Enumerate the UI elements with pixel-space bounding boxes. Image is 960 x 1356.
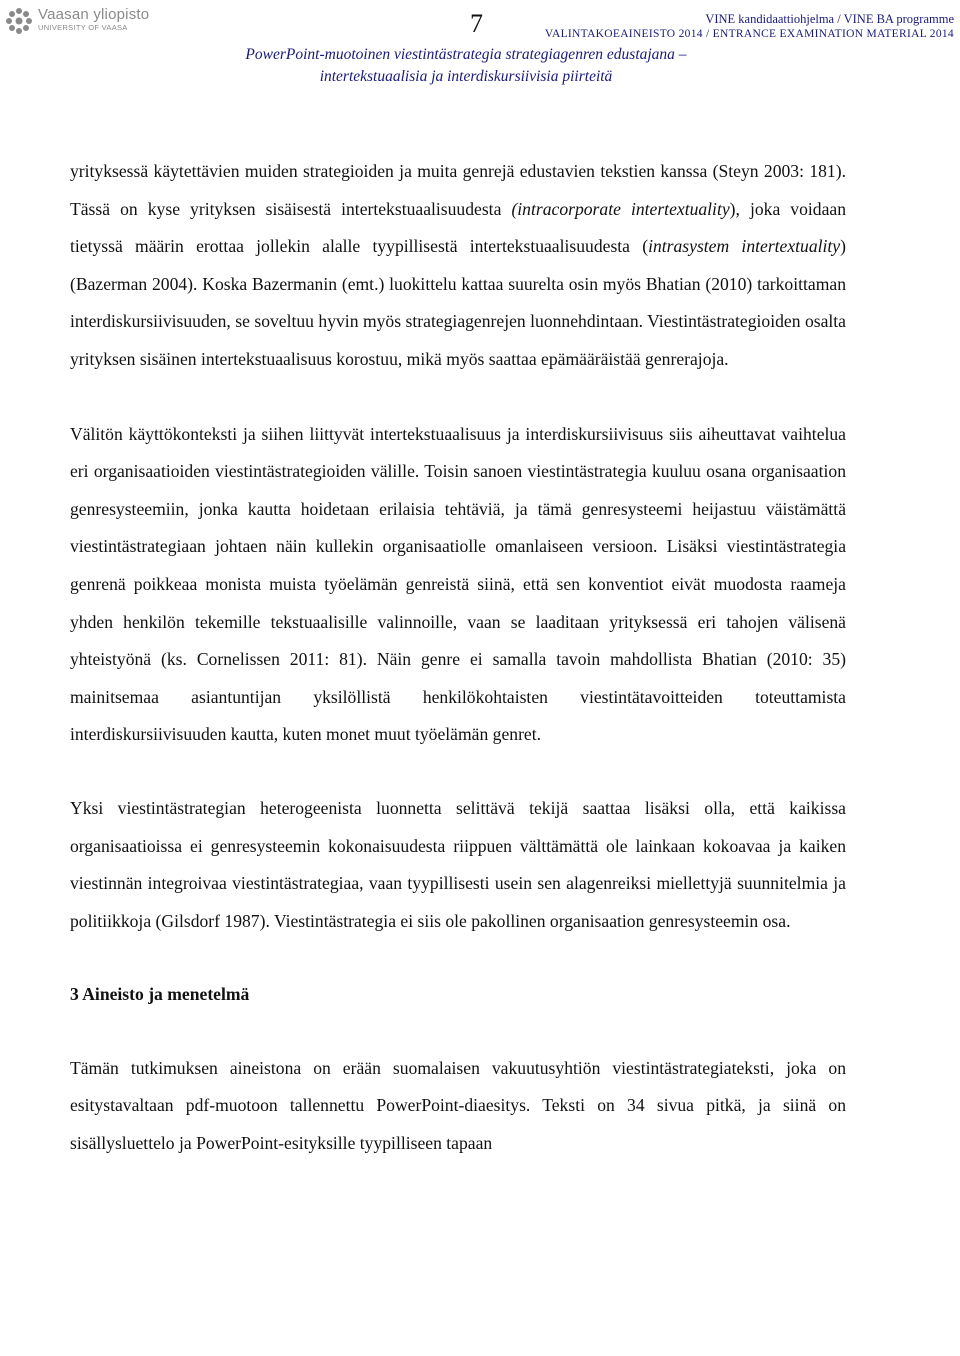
university-crest-icon xyxy=(4,6,34,36)
document-title-line-2: intertekstuaalisia ja interdiskursiivisia piirteitä xyxy=(319,68,613,85)
section-heading: 3 Aineisto ja menetelmä xyxy=(70,984,250,1005)
paragraph-4: Tämän tutkimuksen aineistona on erään suomalaisen vakuutusyhtiön viestintästrategiateksti, joka on esitystavaltaan pdf-muotoon tallennettu PowerPoint-diaesitys. Teksti on 34 sivua pitkä, ja siinä on sisällysluettelo ja PowerPoint-esityksille tyypilliseen tapaan xyxy=(70,1057,846,1154)
paragraph-1-part-c: ), joka voidaan tietyssä määrin erottaa jollekin alalle tyypillisestä intertekstuaalisuudesta ( xyxy=(70,198,847,257)
page-number: 7 xyxy=(470,9,483,38)
university-logo xyxy=(4,6,149,36)
paragraph-3: Yksi viestintästrategian heterogeenista luonnetta selittävä tekijä saattaa lisäksi olla, että kaikissa organisaatioissa ei genresysteemin kokonaisuudesta riippuen välttämättä ole lainkaan kokoavaa ja kaiken viestinnän integroivaa viestintästrategiaa, vaan tyypillisesti usein sen alagenreiksi miellettyjä suunnitelmia ja politiikkoja (Gilsdorf 1987). Viestintästrategia ei siis ole pakollinen organisaation genresysteemin osa. xyxy=(70,797,846,931)
paragraph-1-italic-term-1: (intracorporate intertextuality xyxy=(511,198,730,219)
document-title xyxy=(206,44,726,88)
paragraph-2: Välitön käyttökonteksti ja siihen liittyvät intertekstuaalisuus ja interdiskursiivisuus siis aiheuttavat vaihtelua eri organisaatioiden viestintästrategioiden välille. Toisin sanoen viestintästrategia kuuluu osana organisaation genresysteemiin, jonka kautta hoidetaan erilaisia tehtäviä, ja tämä genresysteemi heijastuu väistämättä viestintästrategiaan johtaen näin kullekin organisaatiolle omanlaiseen versioon. Lisäksi viestintästrategia genrenä poikkeaa monista muista työelämän genreistä siinä, että sen konventiot eivät muodosta raameja yhden henkilön tekemille tekstuaalisille valinnoille, vaan se laaditaan yrityksessä eri tahojen välisenä yhteistyönä (ks. Cornelissen 2011: 81). Näin genre ei samalla tavoin mahdollista Bhatian (2010: 35) mainitsemaa asiantuntijan yksilöllistä henkilökohtaisten viestintätavoitteiden toteuttamista interdiskursiivisuuden kautta, kuten monet muut työelämän genret. xyxy=(70,423,846,745)
paragraph-1-part-e: ) (Bazerman 2004). Koska Bazermanin (emt.) luokittelu kattaa suurelta osin myös Bhatian (2010) tarkoittaman interdiskursiivisuuden, se soveltuu hyvin myös strategiagenrejen luonnehdintaan. Viestintästrategioiden osalta yrityksen sisäinen intertekstuaalisuus korostuu, mikä myös saattaa epämääräistää genrerajoja. xyxy=(70,236,846,369)
logo-name: Vaasan yliopisto xyxy=(38,6,150,23)
programme-label: VINE kandidaattiohjelma / VINE BA programme xyxy=(705,12,954,26)
document-title-line-1: PowerPoint-muotoinen viestintästrategia strategiagenren edustajana – xyxy=(245,46,687,63)
page-body xyxy=(70,153,846,1163)
logo-subtitle: UNIVERSITY OF VAASA xyxy=(38,23,128,32)
paragraph-1-italic-term-2: intrasystem intertextuality xyxy=(648,236,841,257)
material-label: VALINTAKOEAINEISTO 2014 / ENTRANCE EXAMINATION MATERIAL 2014 xyxy=(544,28,954,40)
paragraph-1-part-a: yrityksessä käytettävien muiden strategioiden ja muita genrejä edustavien tekstien kanssa (Steyn 2003: 181). Tässä on kyse yrityksen sisäisestä intertekstuaalisuudesta xyxy=(70,161,846,219)
page-header xyxy=(0,0,960,90)
paragraph-1 xyxy=(70,153,846,379)
